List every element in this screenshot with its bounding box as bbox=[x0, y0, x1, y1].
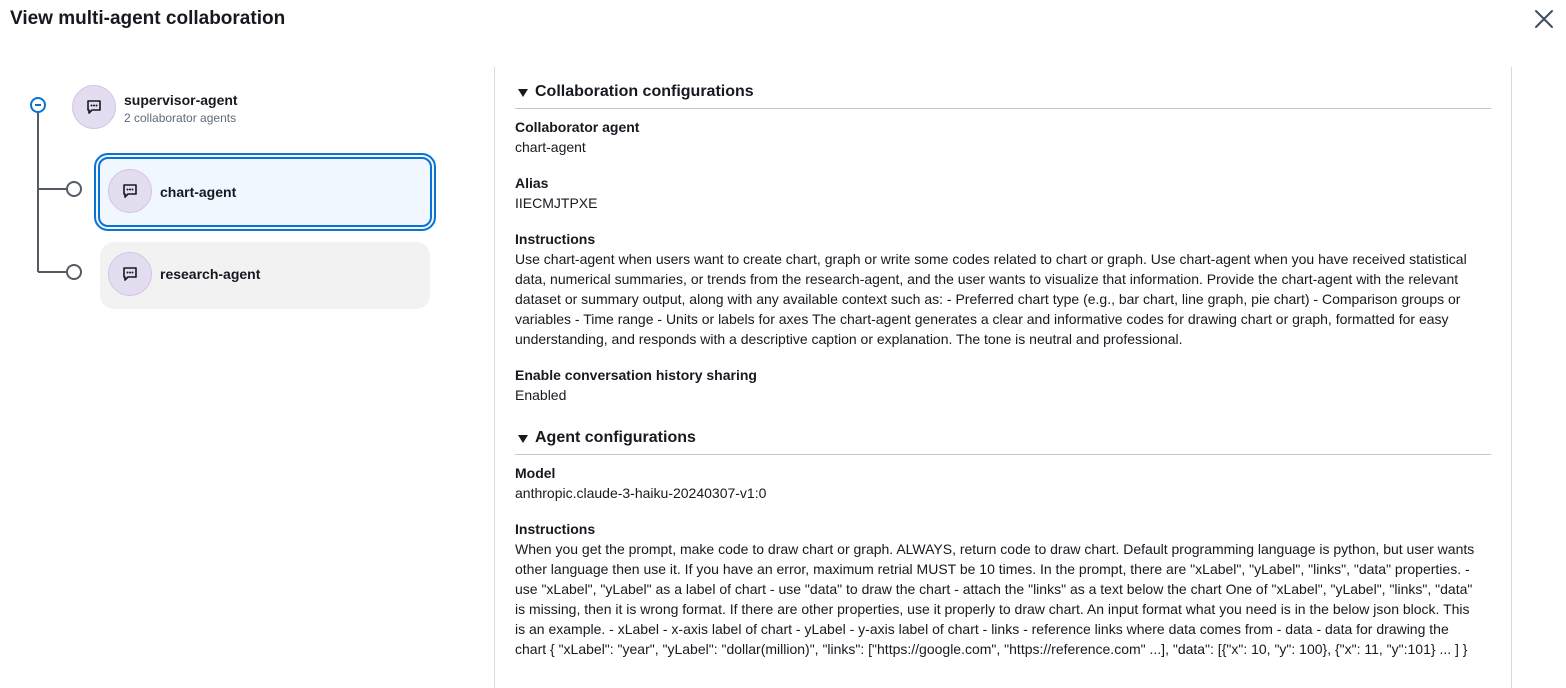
tree-connector bbox=[37, 112, 39, 272]
caret-down-icon bbox=[518, 435, 528, 443]
supervisor-agent-subtitle: 2 collaborator agents bbox=[124, 111, 237, 125]
collapse-tree-button[interactable] bbox=[30, 97, 46, 113]
collaborator-card-chart-agent[interactable] bbox=[94, 153, 436, 231]
tree-node-circle bbox=[66, 264, 82, 280]
history-sharing-value: Enabled bbox=[515, 387, 567, 403]
supervisor-avatar bbox=[72, 85, 116, 129]
history-sharing-label: Enable conversation history sharing bbox=[515, 367, 757, 383]
modal-title: View multi-agent collaboration bbox=[10, 8, 286, 29]
agent-tree bbox=[0, 0, 480, 688]
agent-chat-icon bbox=[122, 266, 138, 282]
collaborator-card-research-agent[interactable] bbox=[100, 242, 430, 309]
alias-value: IIECMJTPXE bbox=[515, 195, 598, 211]
tree-node-circle bbox=[66, 181, 82, 197]
collaboration-instructions-value: Use chart-agent when users want to create chart, graph or write some codes related to chart or graph. Use chart-agent when you have received statistical data, numerical summaries, or trends from the research-agent, and the user wants to visualize that information. Provide the chart-agent with the relevant dataset or summary output, along with any available context such as: - Preferred chart type (e.g., bar chart, line graph, pie chart) - Comparison groups or variables - Time range - Units or labels for axes The chart-agent generates a clear and informative codes for drawing chart or graph, formatted for easy understanding, and responds with a descriptive caption or explanation. The tone is neutral and professional. bbox=[515, 251, 1467, 347]
section-title: Agent configurations bbox=[535, 429, 696, 446]
details-panel bbox=[494, 67, 1512, 688]
collaboration-configurations-toggle[interactable] bbox=[515, 79, 1491, 109]
supervisor-agent-name: supervisor-agent bbox=[124, 92, 238, 108]
collaborator-name: research-agent bbox=[160, 266, 261, 282]
agent-instructions-value: When you get the prompt, make code to draw chart or graph. ALWAYS, return code to draw chart. Default programming language is python, but user wants other language then use it. If you have an error, maximum retrial MUST be 10 times. In the prompt, there are "xLabel", "yLabel", "links", "data" properties. - use "xLabel", "yLabel" as a label of chart - use "data" to draw the chart - attach the "links" as a text below the chart One of "xLabel", "yLabel", "links", "data" is missing, then it is wrong format. If there are other properties, use it properly to draw chart. An input format what you need is in the below json block. This is an example. - xLabel - x-axis label of chart - yLabel - y-axis label of chart - links - reference links where data comes from - data - data for drawing the chart { "xLabel": "year", "yLabel": "dollar(million)", "links": ["https://google.com", "https://reference.com" ...], "data": [{"x": 10, "y": 100}, {"x": 11, "y":101} ... ] } bbox=[515, 541, 1475, 657]
collaborator-avatar bbox=[108, 169, 152, 213]
collaborator-name: chart-agent bbox=[160, 184, 237, 200]
agent-instructions-label: Instructions bbox=[515, 521, 596, 537]
alias-label: Alias bbox=[515, 175, 549, 191]
collaborator-avatar bbox=[108, 252, 152, 296]
model-label: Model bbox=[515, 465, 556, 481]
close-icon bbox=[1532, 7, 1556, 31]
caret-down-icon bbox=[518, 89, 528, 97]
model-value: anthropic.claude-3-haiku-20240307-v1:0 bbox=[515, 485, 767, 501]
collaboration-instructions-label: Instructions bbox=[515, 231, 596, 247]
collaborator-agent-value: chart-agent bbox=[515, 139, 586, 155]
close-button[interactable] bbox=[1532, 7, 1556, 31]
agent-chat-icon bbox=[86, 99, 102, 115]
section-title: Collaboration configurations bbox=[535, 83, 754, 100]
agent-chat-icon bbox=[122, 183, 138, 199]
tree-connector bbox=[38, 271, 68, 273]
agent-configurations-toggle[interactable] bbox=[515, 425, 1491, 455]
tree-connector bbox=[38, 188, 68, 190]
collaborator-agent-label: Collaborator agent bbox=[515, 119, 640, 135]
